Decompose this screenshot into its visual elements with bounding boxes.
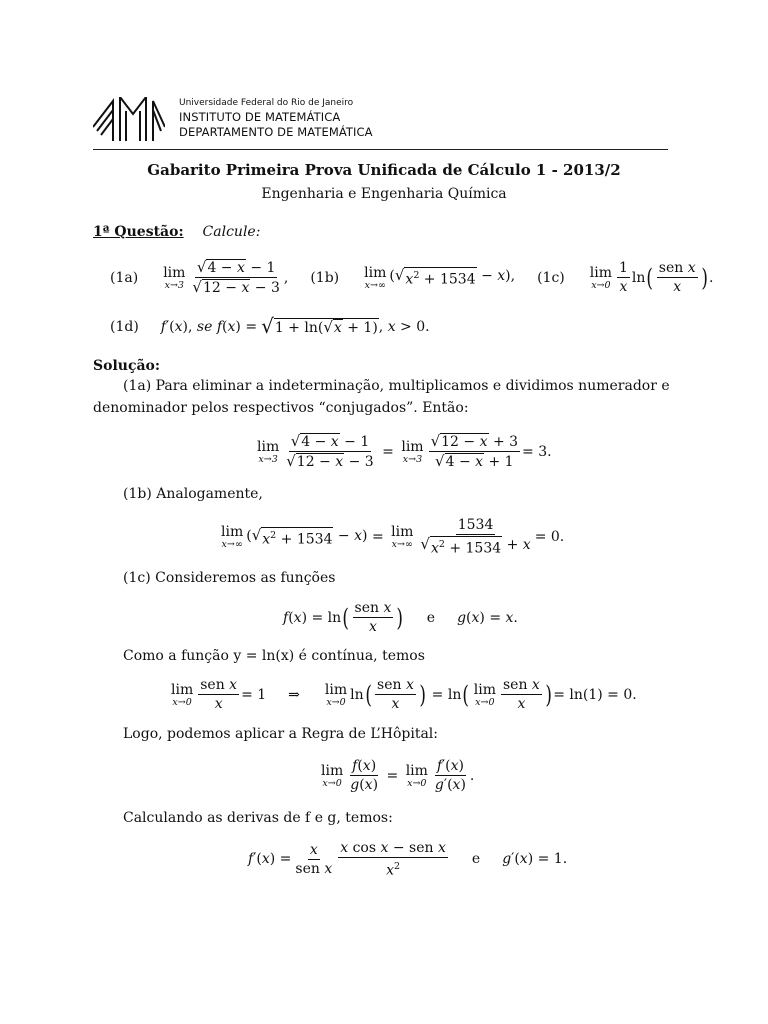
solution-limit-equation: lim x→0 $\frac{\text{sen x}}{x}$ = 1 ⇒ lim x→0 ln ( $\frac{\text{sen x}}{x}$ ) = ln ( lim x→0 $\frac{\text{sen x}}{x}$ ) = ln(1) = 0. <box>171 677 637 712</box>
solution-lhopital-text: Logo, podemos aplicar a Regra de L’Hôpital: <box>123 726 438 742</box>
department-name: DEPARTAMENTO DE MATEMÁTICA <box>179 125 373 139</box>
item-1d-label: (1d) <box>110 319 139 335</box>
question-instruction: Calcule: <box>202 224 261 240</box>
limit-1a: lim x→3 <box>163 264 186 291</box>
question-header <box>93 224 260 240</box>
solution-1c-text: (1c) Consideremos as funções <box>123 570 336 586</box>
page-title: Gabarito Primeira Prova Unificada de Cálculo 1 - 2013/2 <box>147 161 621 179</box>
question-formulas-row: (1a) lim x→3 √ 4 − x − 1 √ 12 − x − 3 , (1b) lim x→∞ ( √ $x^2 + 1534$ − x), (1c) lim x→0 $\frac{1}{x}$ ln ( $\frac{\text{sen x}}{x}$ ) . <box>110 258 714 296</box>
solution-1a-text: (1a) Para eliminar a indeterminação, multiplicamos e dividimos numerador e <box>123 378 670 394</box>
solution-1a-text-cont: denominador pelos respectivos “conjugados”. Então: <box>93 400 469 416</box>
university-name: Universidade Federal do Rio de Janeiro <box>179 98 354 108</box>
item-1a-label: (1a) <box>110 269 139 286</box>
item-1b-label: (1b) <box>310 269 340 286</box>
solution-1b-text: (1b) Analogamente, <box>123 486 263 502</box>
limit-1b: lim x→∞ <box>364 264 387 291</box>
question-label: 1ª Questão: <box>93 224 184 240</box>
solution-lhopital-equation: lim x→0 $\frac{f(x)}{g(x)}$ = lim x→0 $\frac{f'(x)}{g'(x)}$ . <box>321 758 475 793</box>
solution-1a-equation: lim x→3 √ 4 − x − 1 √ 12 − x − 3 = lim x→3 √ 12 − x + 3 √ 4 − x + 1 = 3. <box>257 432 552 470</box>
page-subtitle: Engenharia e Engenharia Química <box>261 186 507 202</box>
header-rule <box>93 149 668 150</box>
implies-arrow: ⇒ <box>288 686 300 703</box>
institute-name: INSTITUTO DE MATEMÁTICA <box>179 110 341 124</box>
question-1d-row: (1d) f′(x), se f(x) = √ 1 + ln( √ x + 1) , x > 0. <box>110 314 430 338</box>
ufrj-logo <box>93 97 165 141</box>
limit-1c: lim x→0 <box>589 264 612 291</box>
solution-1c-functions: f(x) = ln ( $\frac{\text{sen x}}{x}$ ) e g(x) = x. <box>283 600 518 635</box>
item-1c-label: (1c) <box>537 269 565 286</box>
solution-derivatives-text: Calculando as derivas de f e g, temos: <box>123 810 393 826</box>
solution-label: Solução: <box>93 358 161 374</box>
solution-derivatives-equation: f′(x) = $\frac{x}{\text{sen x}}$ $\frac{\text{x cos x − sen x}}{x^2}$ e g′(x) = 1. <box>248 840 568 879</box>
solution-continuity-text: Como a função y = ln(x) é contínua, temos <box>123 648 425 664</box>
fraction-1a: √ 4 − x − 1 √ 12 − x − 3 <box>192 258 280 296</box>
solution-1b-equation: lim x→∞ ( √ $x^2 + 1534$ − x) = lim x→∞ 1534 √ $x^2 + 1534$ + x = 0. <box>221 517 565 557</box>
